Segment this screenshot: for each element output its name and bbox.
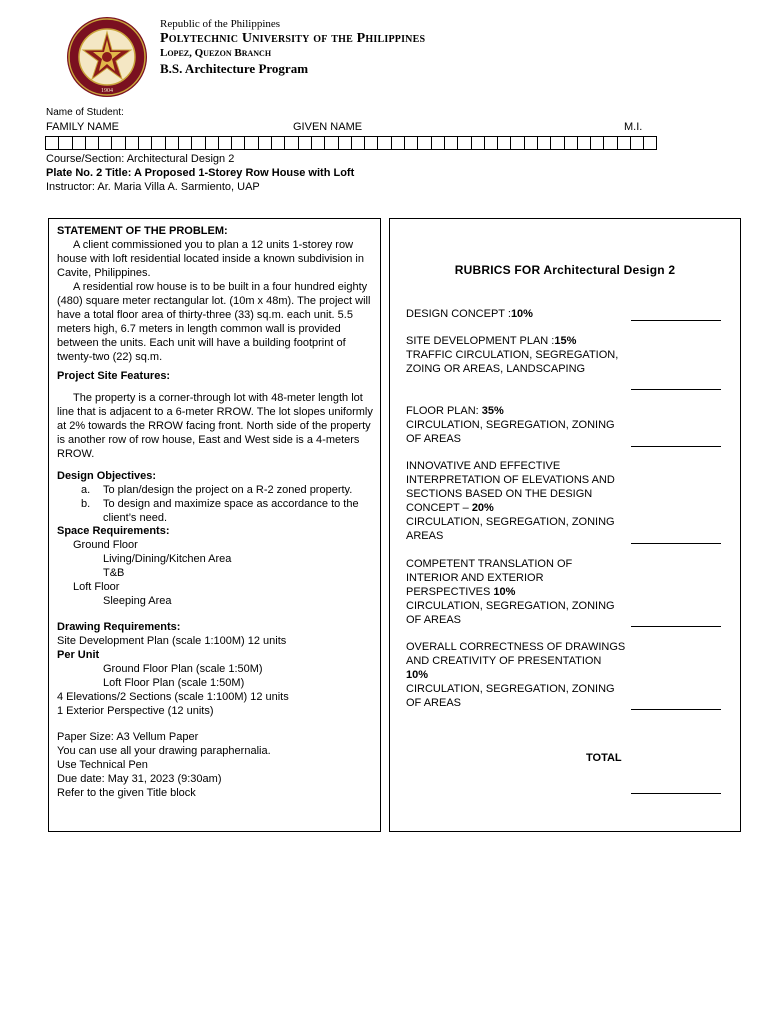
problem-heading: STATEMENT OF THE PROBLEM: (57, 225, 228, 237)
rubrics-panel (389, 218, 741, 832)
problem-paragraph-2: A residential row house is to be built in a four hundred eighty (480) square meter rectangular lot. (10m x 48m). The project will have a total floor area of thirty-three (33) sq.m. each unit. 5.5 meters high, 6.7 meters in length common wall is provided between the units. Each unit will have a building footprint of twenty-two (22) sq.m. (57, 281, 371, 363)
given-name-label: GIVEN NAME (293, 121, 363, 133)
course-section: Course/Section: Architectural Design 2 (46, 153, 235, 165)
rubric-overall-presentation: OVERALL CORRECTNESS OF DRAWINGS AND CREATIVITY OF PRESENTATION 10% CIRCULATION, SEGREGATION, ZONING OF AREAS (406, 641, 626, 709)
name-letter-box[interactable] (165, 136, 178, 150)
instructor: Instructor: Ar. Maria Villa A. Sarmiento, UAP (46, 181, 260, 193)
total-score-blank[interactable] (631, 793, 721, 794)
student-name-boxes[interactable] (45, 136, 657, 150)
name-letter-box[interactable] (577, 136, 590, 150)
name-letter-box[interactable] (471, 136, 484, 150)
name-letter-box[interactable] (111, 136, 124, 150)
name-letter-box[interactable] (271, 136, 284, 150)
name-letter-box[interactable] (431, 136, 444, 150)
drawing-elevations: 4 Elevations/2 Sections (scale 1:100M) 12 units (57, 691, 289, 703)
name-letter-box[interactable] (377, 136, 390, 150)
name-letter-box[interactable] (311, 136, 324, 150)
student-name-label: Name of Student: (46, 107, 124, 118)
name-letter-box[interactable] (218, 136, 231, 150)
objective-item: a. To plan/design the project on a R-2 zoned property. (81, 484, 353, 496)
score-blank[interactable] (631, 543, 721, 544)
name-letter-box[interactable] (444, 136, 457, 150)
name-letter-box[interactable] (45, 136, 58, 150)
loft-floor-label: Loft Floor (73, 581, 120, 593)
svg-text:1904: 1904 (101, 88, 113, 94)
name-letter-box[interactable] (72, 136, 85, 150)
name-letter-box[interactable] (364, 136, 377, 150)
site-heading: Project Site Features: (57, 370, 171, 382)
mi-label: M.I. (624, 121, 643, 133)
rubric-floor-plan: FLOOR PLAN: 35% CIRCULATION, SEGREGATION, ZONING OF AREAS (406, 405, 615, 445)
note-line: Paper Size: A3 Vellum Paper (57, 731, 199, 743)
name-letter-box[interactable] (457, 136, 470, 150)
drawing-item: Loft Floor Plan (scale 1:50M) (103, 677, 245, 689)
name-letter-box[interactable] (590, 136, 603, 150)
score-blank[interactable] (631, 320, 721, 321)
family-name-label: FAMILY NAME (46, 121, 119, 133)
republic-line: Republic of the Philippines (160, 18, 281, 30)
branch-name: Lopez, Quezon Branch (160, 47, 272, 59)
name-letter-box[interactable] (58, 136, 71, 150)
name-letter-box[interactable] (391, 136, 404, 150)
total-label: TOTAL (586, 752, 622, 764)
rubric-elevations-sections: INNOVATIVE AND EFFECTIVE INTERPRETATION OF ELEVATIONS AND SECTIONS BASED ON THE DESIGN CONCEPT – 20% CIRCULATION, SEGREGATION, ZONING AREAS (406, 460, 615, 542)
name-letter-box[interactable] (404, 136, 417, 150)
note-line: Due date: May 31, 2023 (9:30am) (57, 773, 222, 785)
space-item: Sleeping Area (103, 595, 172, 607)
drawing-heading: Drawing Requirements: (57, 621, 181, 633)
name-letter-box[interactable] (603, 136, 616, 150)
problem-paragraph-1: A client commissioned you to plan a 12 units 1-storey row house with loft residential located inside a known subdivision in Cavite, Philippines. (57, 239, 364, 279)
name-letter-box[interactable] (125, 136, 138, 150)
name-letter-box[interactable] (85, 136, 98, 150)
name-letter-box[interactable] (351, 136, 364, 150)
score-blank[interactable] (631, 709, 721, 710)
objectives-heading: Design Objectives: (57, 470, 157, 482)
note-line: Use Technical Pen (57, 759, 148, 771)
plate-title: Plate No. 2 Title: A Proposed 1-Storey Row House with Loft (46, 167, 355, 179)
space-item: T&B (103, 567, 125, 579)
name-letter-box[interactable] (497, 136, 510, 150)
notes-section (57, 730, 375, 800)
space-section (57, 524, 375, 608)
score-blank[interactable] (631, 446, 721, 447)
drawing-site-plan: Site Development Plan (scale 1:100M) 12 units (57, 635, 287, 647)
drawing-perspective: 1 Exterior Perspective (12 units) (57, 705, 214, 717)
name-letter-box[interactable] (324, 136, 337, 150)
name-letter-box[interactable] (284, 136, 297, 150)
site-section (57, 369, 375, 461)
name-letter-box[interactable] (524, 136, 537, 150)
rubric-design-concept: DESIGN CONCEPT :10% (406, 308, 533, 320)
name-letter-box[interactable] (231, 136, 244, 150)
name-letter-box[interactable] (338, 136, 351, 150)
name-letter-box[interactable] (417, 136, 430, 150)
ground-floor-label: Ground Floor (73, 539, 138, 551)
problem-section (57, 224, 375, 364)
name-letter-box[interactable] (244, 136, 257, 150)
name-letter-box[interactable] (537, 136, 550, 150)
name-letter-box[interactable] (138, 136, 151, 150)
site-text: The property is a corner-through lot with 48-meter length lot line that is adjacent to a 6-meter RROW. The lot slopes uniformly at 2% towards the RROW facing front. North side of the property is another row of row house, East and West side is a 4-meters RROW. (57, 392, 373, 460)
note-line: Refer to the given Title block (57, 787, 196, 799)
note-line: You can use all your drawing paraphernalia. (57, 745, 271, 757)
university-name: Polytechnic University of the Philippines (160, 31, 426, 46)
name-letter-box[interactable] (550, 136, 563, 150)
name-letter-box[interactable] (258, 136, 271, 150)
score-blank[interactable] (631, 626, 721, 627)
name-letter-box[interactable] (178, 136, 191, 150)
name-letter-box[interactable] (98, 136, 111, 150)
problem-statement-panel (48, 218, 381, 832)
name-letter-box[interactable] (205, 136, 218, 150)
name-letter-box[interactable] (298, 136, 311, 150)
objective-item: b. To design and maximize space as accordance to the client’s need. (81, 498, 359, 524)
drawing-item: Ground Floor Plan (scale 1:50M) (103, 663, 263, 675)
space-heading: Space Requirements: (57, 525, 170, 537)
per-unit-label: Per Unit (57, 649, 100, 661)
drawing-section (57, 620, 375, 718)
space-item: Living/Dining/Kitchen Area (103, 553, 232, 565)
university-seal (66, 16, 148, 98)
name-letter-box[interactable] (191, 136, 204, 150)
name-letter-box[interactable] (630, 136, 643, 150)
name-letter-box[interactable] (510, 136, 523, 150)
name-letter-box[interactable] (617, 136, 630, 150)
rubric-site-development: SITE DEVELOPMENT PLAN :15% TRAFFIC CIRCULATION, SEGREGATION, ZOING OR AREAS, LANDSCAPING (406, 335, 619, 375)
name-letter-box[interactable] (564, 136, 577, 150)
program-name: B.S. Architecture Program (160, 61, 309, 76)
rubric-perspectives: COMPETENT TRANSLATION OF INTERIOR AND EXTERIOR PERSPECTIVES 10% CIRCULATION, SEGREGATION, ZONING OF AREAS (406, 558, 615, 626)
name-letter-box[interactable] (484, 136, 497, 150)
score-blank[interactable] (631, 389, 721, 390)
name-letter-box[interactable] (151, 136, 164, 150)
name-letter-box[interactable] (643, 136, 656, 150)
rubrics-title: RUBRICS FOR Architectural Design 2 (454, 263, 676, 277)
objectives-section (57, 469, 375, 525)
